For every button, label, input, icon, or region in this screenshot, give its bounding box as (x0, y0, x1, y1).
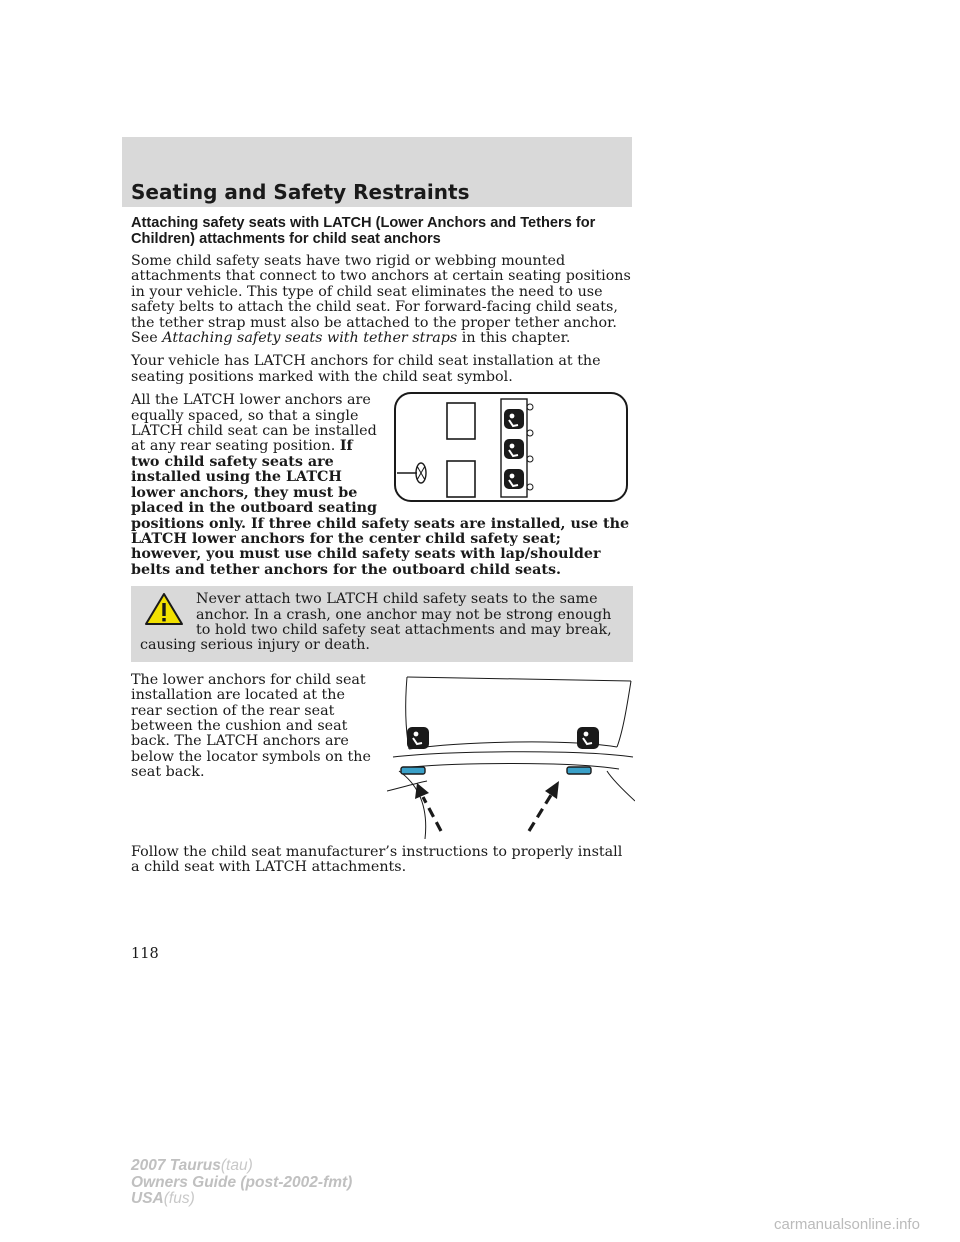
paragraph-latch-positions: Your vehicle has LATCH anchors for child seat installation at the seating positions marked with the child seat symbol. (131, 353, 601, 385)
cross-reference-link[interactable]: Attaching safety seats with tether straps (162, 330, 458, 347)
warning-text: Never attach two LATCH child safety seats to the same anchor. In a crash, one anchor may not be strong enough to hold two child safety seat attachments and may break, causing serious injury or death. (140, 591, 612, 654)
page-number: 118 (131, 946, 159, 962)
paragraph-anchor-location: The lower anchors for child seat installation are located at the rear section of the rear seat between the cushion and seat back. The LATCH anchors are below the locator symbols on the seat back. (131, 671, 371, 781)
section-title: Seating and Safety Restraints (131, 180, 470, 204)
warning-box (131, 586, 633, 662)
paragraph-anchor-spacing: All the LATCH lower anchors are equally spaced, so that a single LATCH child seat can be installed at any rear seating position. If two child safety seats are installed using the LATCH lower anchors, they must be placed in the outboard seating positions only. If three child safety seats are installed, use the LATCH lower anchors for the center child safety seat; however, you must use child safety seats with lap/shoulder belts and tether anchors for the outboard child seats. (131, 392, 630, 578)
document-footer: 2007 Taurus(tau) Owners Guide (post-2002-fmt) USA(fus) (131, 1157, 353, 1207)
latch-subheading: Attaching safety seats with LATCH (Lower Anchors and Tethers for Children) attachments for child seat anchors (131, 215, 596, 247)
warning-triangle-icon (144, 592, 184, 626)
rear-seat-diagram (391, 389, 633, 505)
latch-anchor-illustration (387, 671, 635, 839)
page-content (131, 216, 633, 884)
paragraph-rigid-attachments: Some child safety seats have two rigid or webbing mounted attachments that connect to two anchors at certain seating positions in your vehicle. This type of child seat eliminates the need to use safety belts to attach the child seat. For forward-facing child seats, the tether strap must also be attached to the proper tether anchor. See Attaching safety seats with tether straps in this chapter. (131, 253, 631, 347)
watermark: carmanualsonline.info (774, 1216, 920, 1233)
paragraph-manufacturer-instructions: Follow the child seat manufacturer’s instructions to properly install a child seat with LATCH attachments. (131, 843, 623, 876)
